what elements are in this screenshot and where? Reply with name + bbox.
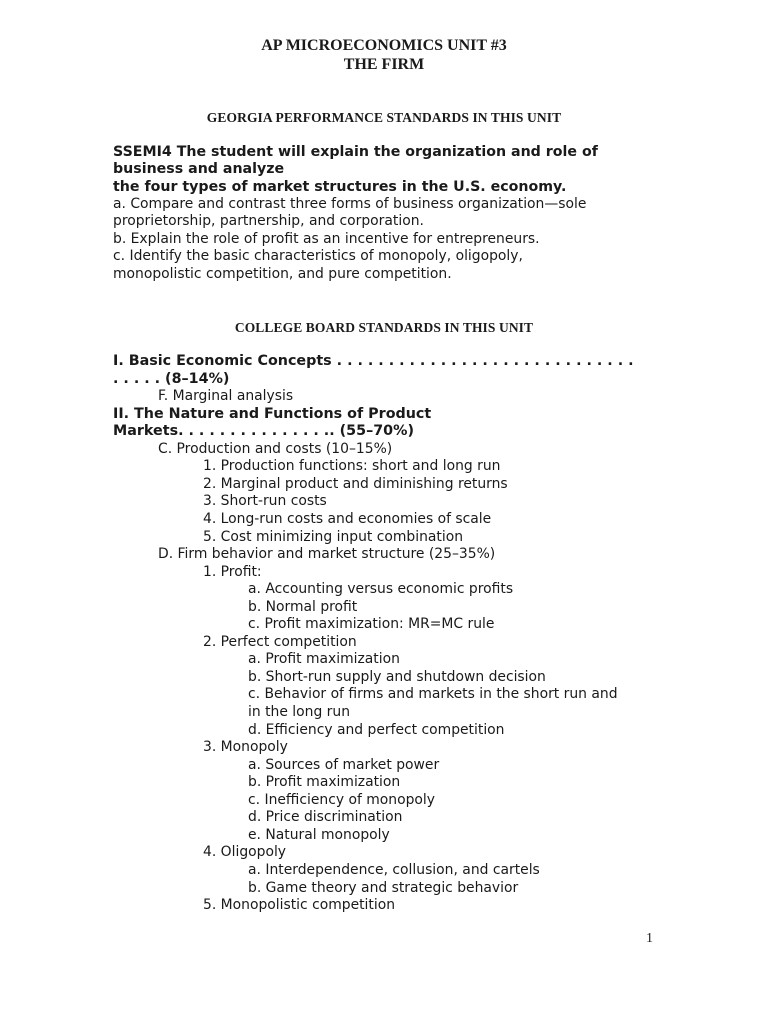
georgia-standard-block (113, 144, 653, 283)
georgia-standards-heading: GEORGIA PERFORMANCE STANDARDS IN THIS UNIT (206, 110, 562, 125)
standard-statement-line1: SSEMI4 The student will explain the organization and role of (113, 144, 598, 160)
outline-item: 2. Marginal product and diminishing returns (203, 475, 508, 492)
college-board-heading: COLLEGE BOARD STANDARDS IN THIS UNIT (234, 320, 534, 335)
outline-item: e. Natural monopoly (248, 826, 390, 843)
outline-item: b. Normal profit (248, 598, 358, 615)
outline-heading-line: I. Basic Economic Concepts . . . . . . . . . . . . . . . . . . . . . . . . . . . . . (113, 353, 634, 369)
outline-item: 2. Perfect competition (203, 633, 357, 650)
page-title: AP MICROECONOMICS UNIT #3 (261, 37, 507, 54)
outline-item: D. Firm behavior and market structure (25–35%) (158, 546, 496, 563)
standard-element-a-line2: proprietorship, partnership, and corporation. (113, 213, 424, 230)
outline-item: 3. Short-run costs (203, 493, 327, 510)
outline-item: b. Short-run supply and shutdown decision (248, 668, 546, 685)
outline-item: 1. Profit: (203, 563, 262, 580)
page-subtitle: THE FIRM (343, 56, 425, 73)
outline-item: d. Efficiency and perfect competition (248, 721, 505, 738)
standard-element-a-line1: a. Compare and contrast three forms of business organization—sole (113, 196, 587, 212)
outline-item: a. Profit maximization (248, 651, 400, 668)
outline-heading-line: II. The Nature and Functions of Product (113, 405, 432, 422)
outline-item: a. Interdependence, collusion, and cartels (248, 861, 540, 878)
outline-item: b. Game theory and strategic behavior (248, 879, 519, 896)
outline-item: c. Inefficiency of monopoly (248, 791, 435, 808)
standard-element-c-line2: monopolistic competition, and pure competition. (113, 265, 452, 282)
outline-item: c. Behavior of firms and markets in the short run and (248, 686, 618, 703)
outline-item: in the long run (248, 704, 351, 720)
outline-heading-line: . . . . . (8–14%) (113, 370, 230, 387)
outline-item: b. Profit maximization (248, 774, 401, 791)
outline-item: a. Sources of market power (248, 756, 440, 773)
outline-item: 1. Production functions: short and long run (203, 458, 501, 475)
standard-statement-line3: the four types of market structures in the U.S. economy. (113, 179, 567, 195)
outline-item: 4. Oligopoly (203, 844, 287, 861)
outline-item: 5. Cost minimizing input combination (203, 528, 464, 545)
outline-heading-line: Markets. . . . . . . . . . . . . . .. (55–70%) (113, 423, 414, 440)
outline-item: a. Accounting versus economic profits (248, 581, 514, 598)
page-number: 1 (646, 931, 653, 946)
outline-item: d. Price discrimination (248, 809, 403, 826)
outline-item: F. Marginal analysis (158, 388, 294, 405)
outline-item: 3. Monopoly (203, 739, 288, 756)
standard-statement-line2: business and analyze (113, 161, 285, 177)
outline-item: c. Profit maximization: MR=MC rule (248, 616, 495, 633)
standard-element-b: b. Explain the role of profit as an incentive for entrepreneurs. (113, 230, 540, 247)
outline-item: 4. Long-run costs and economies of scale (203, 510, 492, 527)
standard-element-c-line1: c. Identify the basic characteristics of monopoly, oligopoly, (113, 248, 523, 265)
outline-item: C. Production and costs (10–15%) (158, 440, 393, 457)
outline-item: 5. Monopolistic competition (203, 897, 396, 914)
